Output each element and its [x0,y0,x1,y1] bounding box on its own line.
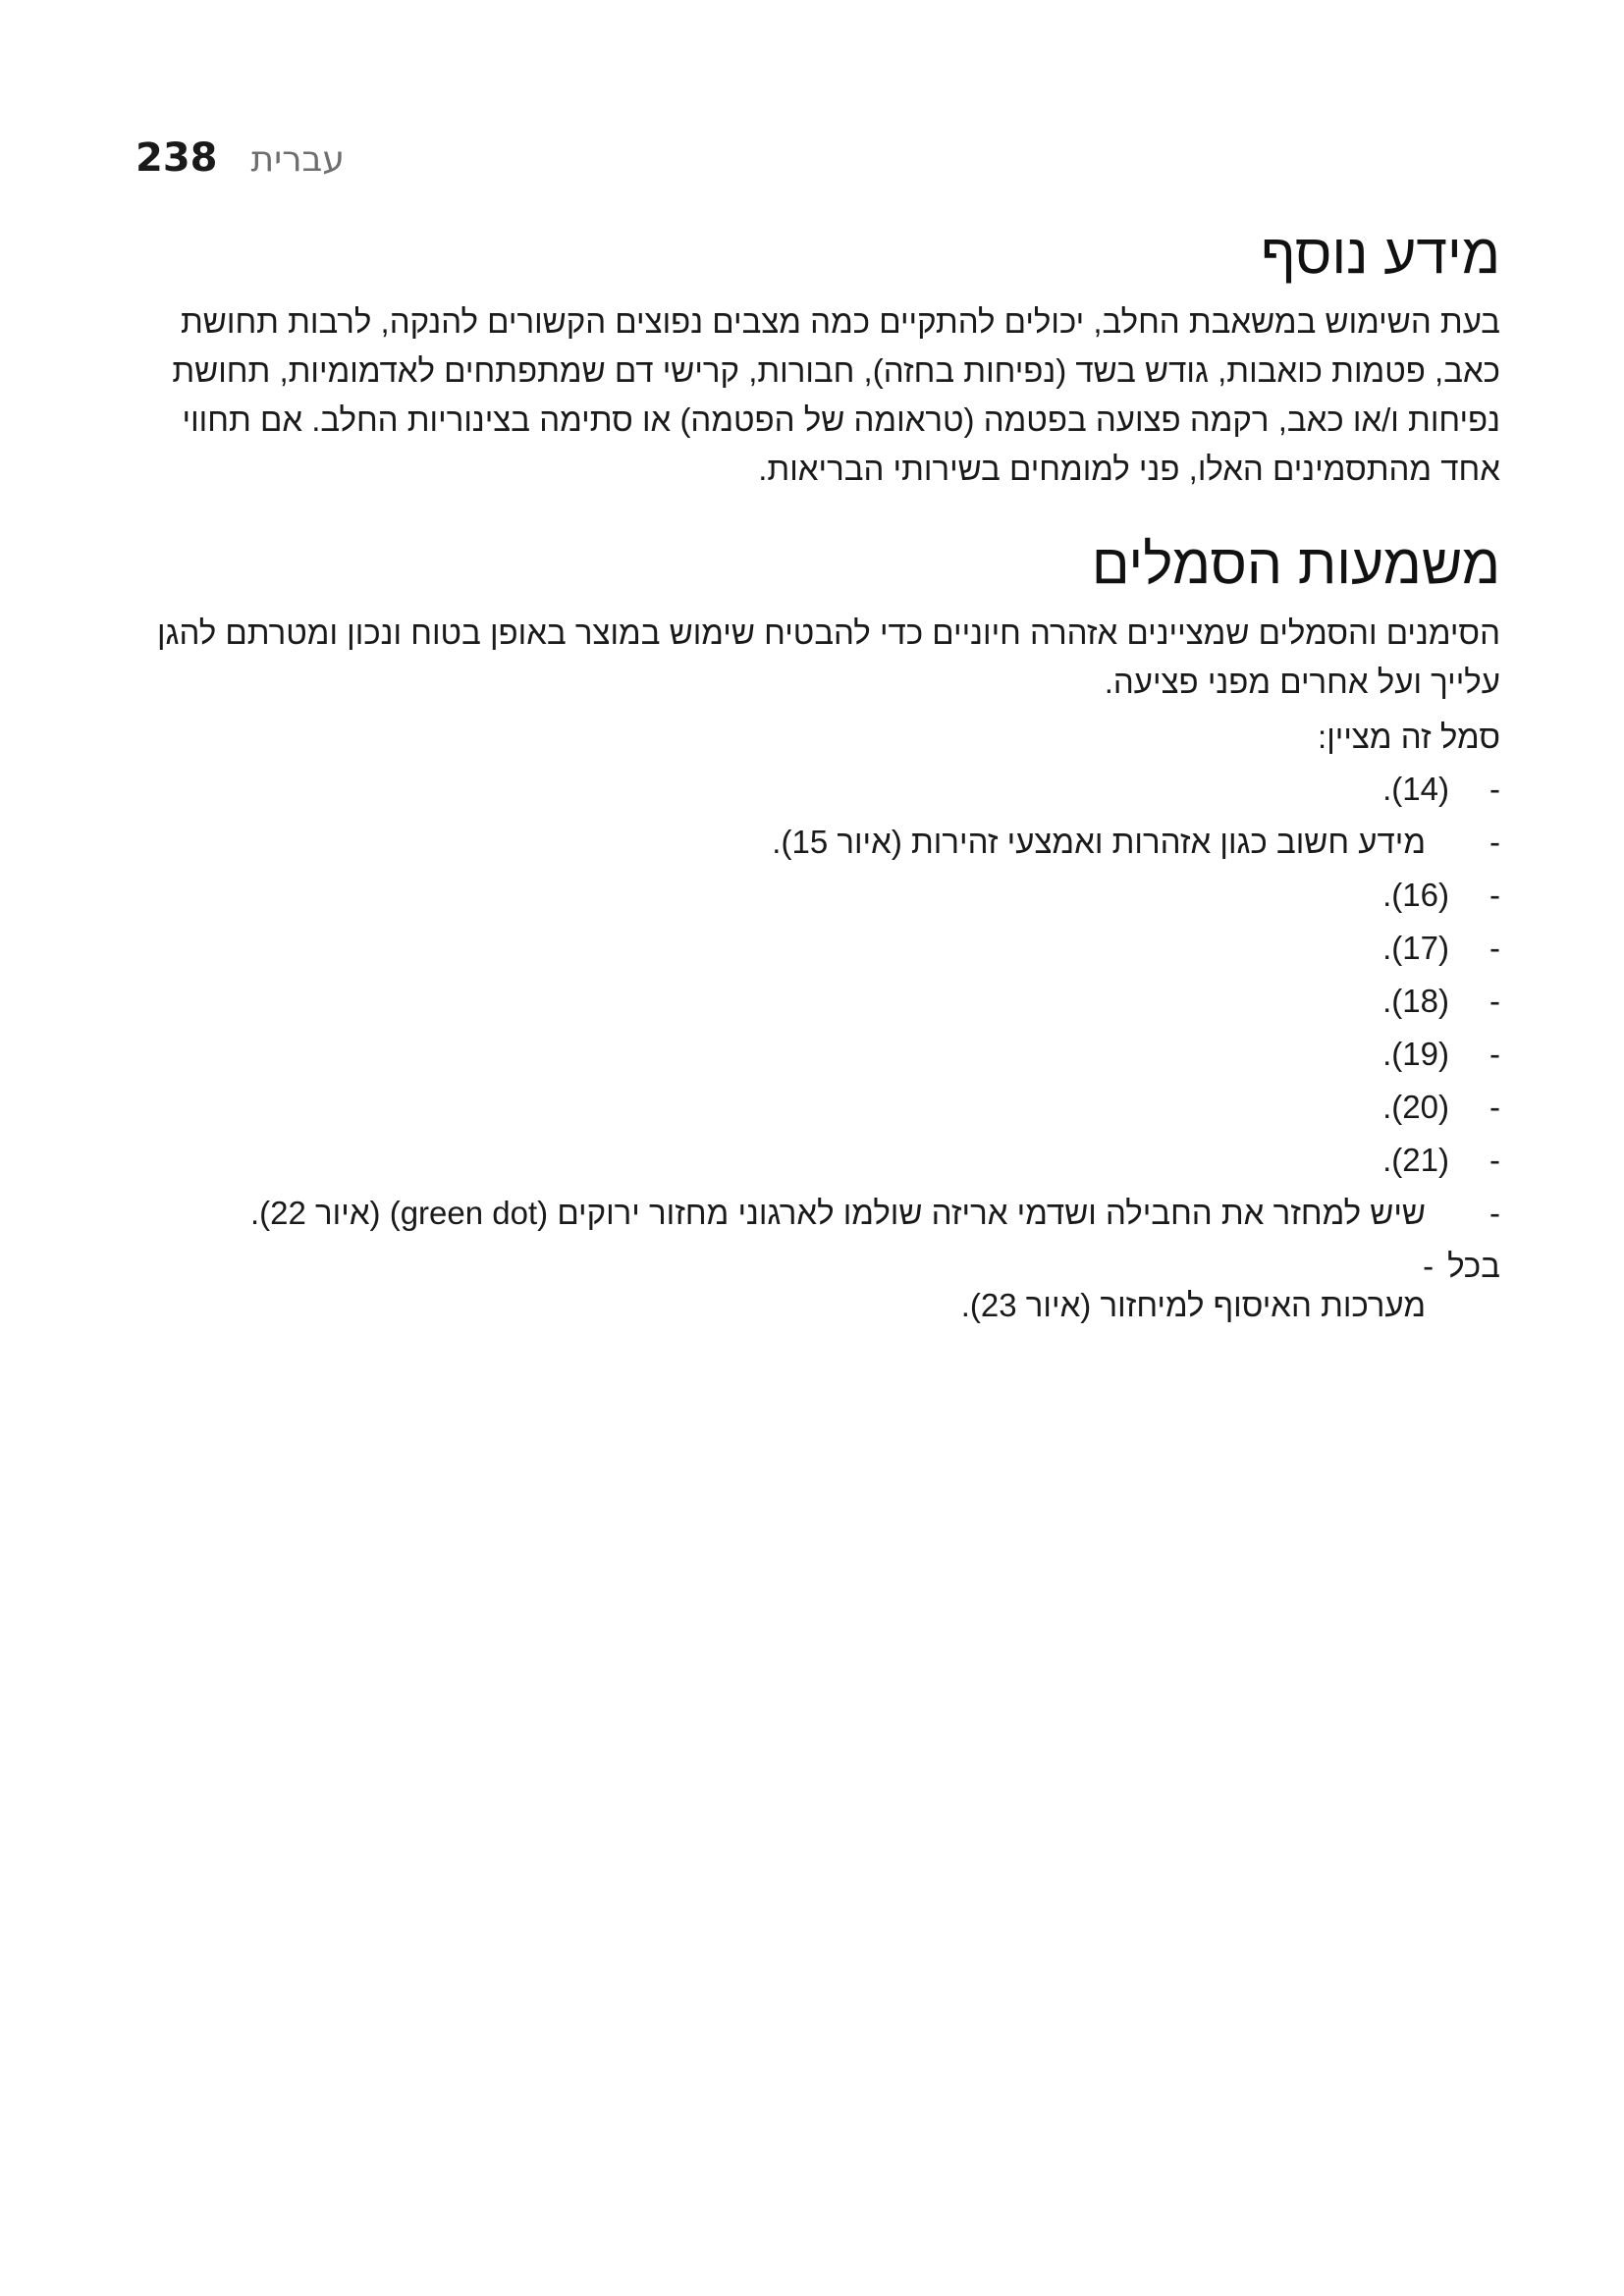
list-bullet: - [1489,1141,1500,1178]
list-item-text: מידע חשוב כגון אזהרות ואמצעי זהירות (איור 15). [772,823,1426,860]
list-item [137,823,1500,862]
list-bullet: - [1489,1035,1500,1072]
list-item-text: (16). [1382,876,1449,913]
list-item-prefix: בכל [1447,1247,1500,1284]
list-item-text: (14). [1382,770,1449,807]
list-bullet: - [1489,823,1500,860]
list-item [137,1088,1500,1127]
list-item-text: (17). [1382,929,1449,966]
list-item-text: שיש למחזר את החבילה ושדמי אריזה שולמו לארגוני מחזור ירוקים (green dot) (איור 22). [250,1194,1426,1231]
list-item [137,929,1500,968]
section-title-additional-info: מידע נוסף [1261,223,1500,286]
list-bullet: - [1489,982,1500,1019]
list-item-text: (21). [1382,1141,1449,1178]
list-item-text: (18). [1382,982,1449,1019]
list-item-text: מערכות האיסוף למיחזור (איור 23). [960,1286,1426,1323]
list-item-text: (19). [1382,1035,1449,1072]
page-content [137,221,1500,1339]
page-language-label: עברית [250,139,345,180]
list-bullet: - [1489,1194,1500,1231]
list-item [137,1194,1500,1233]
list-item-text: (20). [1382,1088,1449,1125]
section-spacer [137,494,1500,531]
list-item [137,1247,1500,1325]
list-bullet: - [1489,876,1500,913]
list-item [137,1035,1500,1074]
list-bullet: - [1423,1247,1435,1284]
list-item [137,876,1500,915]
list-item [137,770,1500,809]
symbols-body: הסימנים והסמלים שמציינים אזהרה חיוניים כדי להבטיח שימוש במוצר באופן בטוח ונכון ומטרתם להגן עלייך ועל אחרים מפני פציעה. [156,614,1500,700]
list-bullet: - [1489,770,1500,807]
list-bullet: - [1489,1088,1500,1125]
additional-info-body: בעת השימוש במשאבת החלב, יכולים להתקיים כמה מצבים נפוצים הקשורים להנקה, לרבות תחושת כאב, פטמות כואבות, גודש בשד (נפיחות בחזה), חבורות, קרישי דם שמתפתחים לאדמומיות, תחושת נפיחות ו/או כאב, רקמה פצועה בפטמה (טראומה של הפטמה) או סתימה בצינוריות החלב. אם תחווי אחד מהתסמינים האלו, פני למומחים בשירותי הבריאות. [172,303,1500,488]
symbols-intro: סמל זה מציין: [1318,718,1500,755]
page-header [135,135,345,185]
list-bullet: - [1489,929,1500,966]
symbols-list [137,770,1500,1325]
list-item [137,1141,1500,1180]
list-item [137,982,1500,1021]
section-title-symbols: משמעות הסמלים [1091,533,1500,597]
page-number: 238 [135,135,218,181]
